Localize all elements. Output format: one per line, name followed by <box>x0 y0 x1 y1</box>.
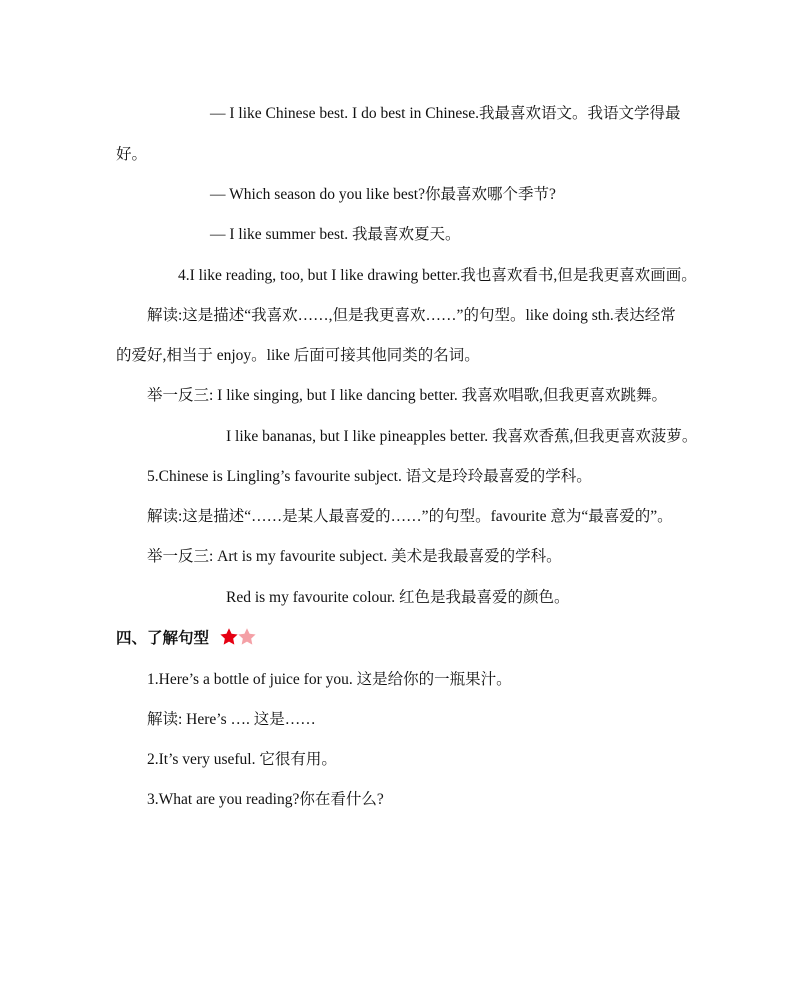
text-line: 3.What are you reading?你在看什么? <box>147 791 384 808</box>
text-line: 的爱好,相当于 enjoy。like 后面可接其他同类的名词。 <box>116 347 480 364</box>
text-line: 4.I like reading, too, but I like drawing better.我也喜欢看书,但是我更喜欢画画。 <box>178 267 697 284</box>
text-line: 举一反三: Art is my favourite subject. 美术是我最喜爱的学科。 <box>147 548 562 565</box>
text-line: 解读:这是描述“我喜欢……,但是我更喜欢……”的句型。like doing sth.表达经常 <box>147 307 676 324</box>
section-title: 四、了解句型 <box>116 629 210 647</box>
text-line: 5.Chinese is Lingling’s favourite subject. 语文是玲玲最喜爱的学科。 <box>147 468 592 485</box>
text-line: 解读: Here’s …. 这是…… <box>147 711 316 728</box>
text-line: — Which season do you like best?你最喜欢哪个季节? <box>210 186 556 203</box>
text-line: — I like Chinese best. I do best in Chinese.我最喜欢语文。我语文学得最 <box>210 105 681 122</box>
text-line: I like bananas, but I like pineapples better. 我喜欢香蕉,但我更喜欢菠萝。 <box>226 428 698 445</box>
text-line: — I like summer best. 我最喜欢夏天。 <box>210 226 461 243</box>
text-line: 2.It’s very useful. 它很有用。 <box>147 751 337 768</box>
text-line: 举一反三: I like singing, but I like dancing better. 我喜欢唱歌,但我更喜欢跳舞。 <box>147 387 668 404</box>
text-line: 1.Here’s a bottle of juice for you. 这是给你的一瓶果汁。 <box>147 671 512 688</box>
section-heading <box>116 626 257 648</box>
text-line: 解读:这是描述“……是某人最喜爱的……”的句型。favourite 意为“最喜爱的”。 <box>147 508 673 525</box>
text-line: Red is my favourite colour. 红色是我最喜爱的颜色。 <box>226 589 570 606</box>
star-icon-filled <box>219 627 239 647</box>
difficulty-stars <box>219 627 257 647</box>
text-line: 好。 <box>116 146 148 163</box>
star-icon-faded <box>237 627 257 647</box>
